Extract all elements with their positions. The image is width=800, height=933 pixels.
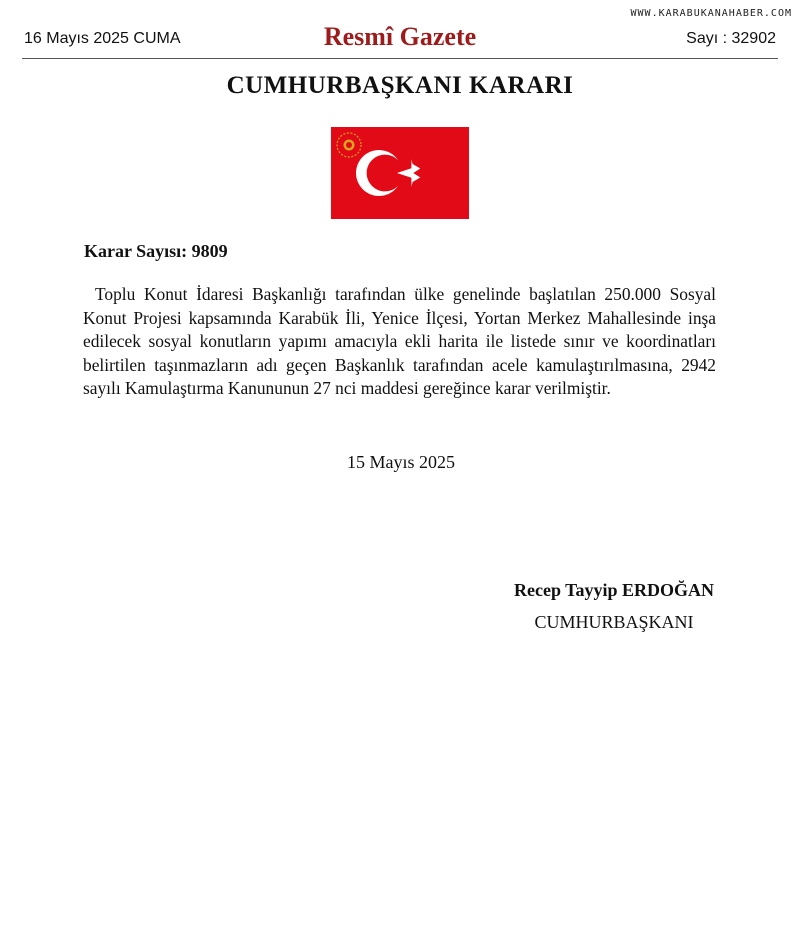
decision-date: 15 Mayıs 2025 (347, 452, 455, 472)
issue-date: 16 Mayıs 2025 CUMA (24, 30, 181, 47)
signer-title: CUMHURBAŞKANI (534, 612, 694, 632)
gazette-title: Resmî Gazete (323, 22, 477, 51)
issue-number: Sayı : 32902 (686, 30, 776, 47)
decision-number: Karar Sayısı: 9809 (84, 241, 228, 261)
watermark: WWW.KARABUKANAHABER.COM (630, 8, 792, 19)
signer-name: Recep Tayyip ERDOĞAN (513, 580, 715, 600)
turkish-flag-icon (331, 127, 469, 219)
decision-body (83, 283, 716, 401)
gazette-header (0, 22, 800, 56)
document-title: CUMHURBAŞKANI KARARI (226, 72, 574, 99)
header-divider (22, 58, 778, 59)
decision-body-text: Toplu Konut İdaresi Başkanlığı tarafından ülke genelinde başlatılan 250.000 Sosyal Konut Projesi kapsamında Karabük İli, Yenice İlçesi, Yortan Merkez Mahallesinde inşa edilecek sosyal konutların yapımı amacıyla ekli harita ile listede sınır ve koordinatları belirtilen taşınmazların adı geçen Başkanlık tarafından acele kamulaştırılmasına, 2942 sayılı Kamulaştırma Kanununun 27 nci maddesi gereğince karar verilmiştir. (83, 284, 716, 399)
